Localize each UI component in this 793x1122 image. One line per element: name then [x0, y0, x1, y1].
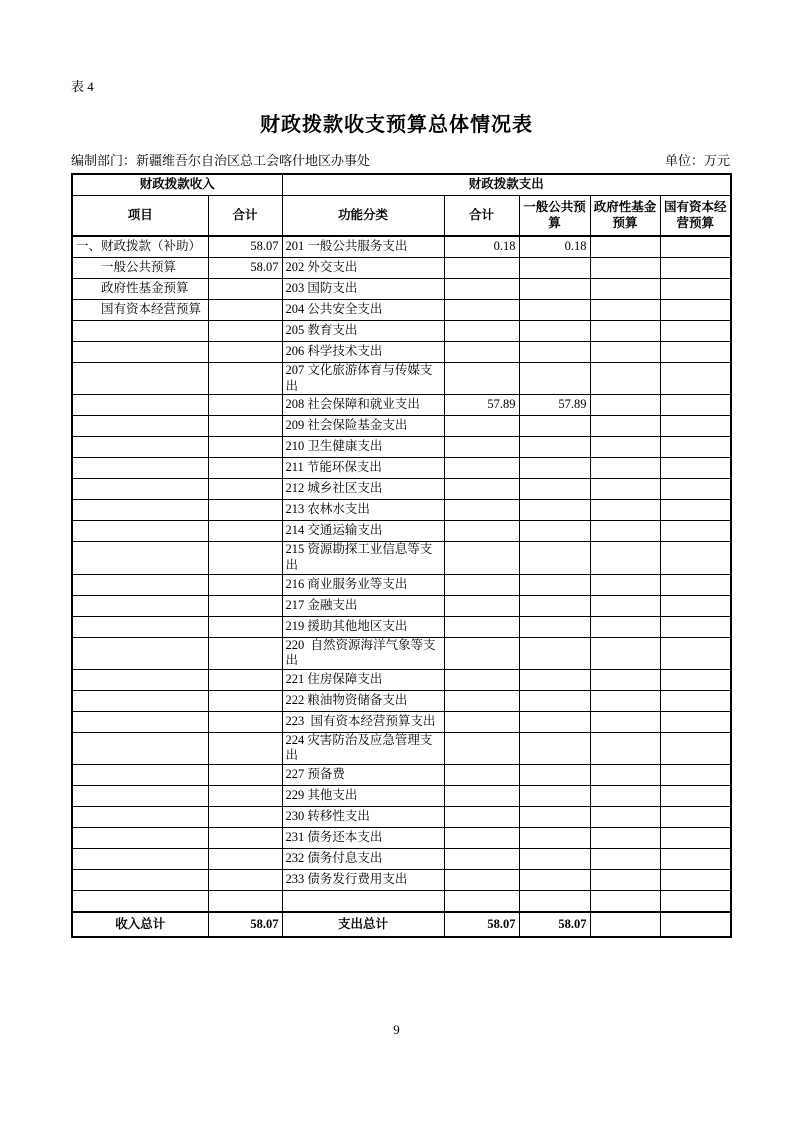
state-capital-budget-cell: [660, 437, 731, 458]
income-item-cell: [72, 765, 208, 786]
state-capital-budget-cell: [660, 542, 731, 574]
gov-fund-budget-cell: [590, 363, 660, 395]
meta-line: [71, 150, 730, 169]
expense-function-cell: 216 商业服务业等支出: [282, 574, 444, 595]
gov-fund-budget-cell: [590, 300, 660, 321]
expense-total-cell: [444, 300, 519, 321]
expense-function-cell: 232 债务付息支出: [282, 849, 444, 870]
general-budget-cell: [519, 828, 590, 849]
income-item-cell: [72, 595, 208, 616]
expense-total-cell: [444, 732, 519, 764]
gov-fund-budget-cell: [590, 458, 660, 479]
state-capital-budget-cell: [660, 690, 731, 711]
general-budget-cell: [519, 363, 590, 395]
income-item-cell: [72, 416, 208, 437]
general-budget-cell: [519, 437, 590, 458]
expense-total-cell: [444, 637, 519, 669]
general-budget-cell: [519, 300, 590, 321]
income-item-cell: [72, 437, 208, 458]
income-total-cell: 58.07: [208, 236, 282, 258]
budget-table-row: [72, 458, 731, 479]
general-budget-cell: [519, 521, 590, 542]
income-item-cell: [72, 363, 208, 395]
state-capital-budget-cell: [660, 236, 731, 258]
gov-fund-budget-cell: [590, 279, 660, 300]
gov-fund-budget-cell: [590, 637, 660, 669]
expense-total-cell: [444, 870, 519, 891]
income-item-cell: [72, 891, 208, 913]
expense-total-cell: 57.89: [444, 395, 519, 416]
col-header-income-total: 合计: [208, 196, 282, 237]
income-item-cell: 一般公共预算: [72, 258, 208, 279]
income-item-cell: [72, 342, 208, 363]
gov-fund-budget-cell: [590, 669, 660, 690]
expense-group-header: 财政拨款支出: [282, 174, 731, 196]
general-budget-cell: [519, 416, 590, 437]
budget-table-row: [72, 236, 731, 258]
income-total-cell: [208, 637, 282, 669]
gov-fund-budget-cell: [590, 765, 660, 786]
state-capital-budget-cell: [660, 786, 731, 807]
state-capital-budget-cell: [660, 521, 731, 542]
state-capital-budget-cell: [660, 479, 731, 500]
table-number-label: 表 4: [71, 79, 94, 94]
income-item-cell: [72, 574, 208, 595]
income-total-cell: [208, 458, 282, 479]
income-item-cell: [72, 321, 208, 342]
income-item-cell: [72, 828, 208, 849]
expense-total-cell: [444, 690, 519, 711]
general-budget-grand-total-value: 58.07: [519, 912, 590, 937]
income-total-cell: [208, 395, 282, 416]
budget-table-row: [72, 765, 731, 786]
expense-function-cell: 201 一般公共服务支出: [282, 236, 444, 258]
state-capital-budget-cell: [660, 395, 731, 416]
state-capital-budget-cell: [660, 279, 731, 300]
budget-table-row: [72, 786, 731, 807]
expense-total-cell: [444, 828, 519, 849]
income-item-cell: [72, 458, 208, 479]
gov-fund-budget-cell: [590, 891, 660, 913]
general-budget-cell: [519, 500, 590, 521]
general-budget-cell: [519, 669, 590, 690]
budget-table-row: [72, 807, 731, 828]
income-total-cell: [208, 437, 282, 458]
income-group-header: 财政拨款收入: [72, 174, 282, 196]
state-capital-budget-cell: [660, 363, 731, 395]
budget-table-row: [72, 279, 731, 300]
income-item-cell: [72, 521, 208, 542]
income-total-cell: [208, 870, 282, 891]
income-total-cell: [208, 279, 282, 300]
expense-function-cell: 230 转移性支出: [282, 807, 444, 828]
expense-grand-total-value: 58.07: [444, 912, 519, 937]
expense-function-cell: 219 援助其他地区支出: [282, 616, 444, 637]
budget-table: [71, 173, 732, 938]
gov-fund-budget-cell: [590, 236, 660, 258]
budget-table-row: [72, 395, 731, 416]
expense-function-cell: 227 预备费: [282, 765, 444, 786]
gov-fund-budget-cell: [590, 521, 660, 542]
group-header-row: [72, 174, 731, 196]
general-budget-cell: [519, 849, 590, 870]
income-total-cell: [208, 363, 282, 395]
income-item-cell: [72, 395, 208, 416]
gov-fund-budget-cell: [590, 690, 660, 711]
expense-total-cell: [444, 849, 519, 870]
income-item-cell: 一、财政拨款（补助）: [72, 236, 208, 258]
budget-table-row: [72, 595, 731, 616]
expense-total-cell: [444, 479, 519, 500]
state-capital-grand-total-value: [660, 912, 731, 937]
general-budget-cell: [519, 321, 590, 342]
income-grand-total-value: 58.07: [208, 912, 282, 937]
income-total-cell: [208, 891, 282, 913]
income-item-cell: 政府性基金预算: [72, 279, 208, 300]
gov-fund-budget-cell: [590, 258, 660, 279]
expense-function-cell: 224 灾害防治及应急管理支出: [282, 732, 444, 764]
gov-fund-budget-cell: [590, 807, 660, 828]
expense-total-cell: [444, 279, 519, 300]
expense-function-cell: 221 住房保障支出: [282, 669, 444, 690]
income-total-cell: [208, 807, 282, 828]
expense-function-cell: 231 债务还本支出: [282, 828, 444, 849]
expense-function-cell: 220 自然资源海洋气象等支出: [282, 637, 444, 669]
expense-total-cell: [444, 711, 519, 732]
income-item-cell: [72, 500, 208, 521]
expense-total-cell: [444, 258, 519, 279]
general-budget-cell: [519, 637, 590, 669]
income-item-cell: [72, 690, 208, 711]
budget-table-row: [72, 891, 731, 913]
budget-table-row: [72, 437, 731, 458]
state-capital-budget-cell: [660, 574, 731, 595]
income-total-cell: [208, 669, 282, 690]
income-total-cell: [208, 416, 282, 437]
gov-fund-budget-cell: [590, 542, 660, 574]
budget-table-row: [72, 500, 731, 521]
income-total-cell: [208, 828, 282, 849]
expense-total-cell: [444, 616, 519, 637]
expense-function-cell: 223 国有资本经营预算支出: [282, 711, 444, 732]
general-budget-cell: [519, 458, 590, 479]
expense-function-cell: 205 教育支出: [282, 321, 444, 342]
expense-function-cell: 204 公共安全支出: [282, 300, 444, 321]
expense-function-cell: 233 债务发行费用支出: [282, 870, 444, 891]
income-total-cell: [208, 479, 282, 500]
expense-function-cell: [282, 891, 444, 913]
expense-function-cell: 214 交通运输支出: [282, 521, 444, 542]
income-item-cell: [72, 711, 208, 732]
expense-function-cell: 210 卫生健康支出: [282, 437, 444, 458]
expense-total-cell: [444, 416, 519, 437]
gov-fund-budget-cell: [590, 616, 660, 637]
income-total-cell: [208, 342, 282, 363]
expense-function-cell: 229 其他支出: [282, 786, 444, 807]
budget-table-row: [72, 637, 731, 669]
income-total-cell: [208, 542, 282, 574]
budget-table-row: [72, 690, 731, 711]
income-total-cell: [208, 574, 282, 595]
income-total-cell: [208, 765, 282, 786]
income-item-cell: [72, 849, 208, 870]
general-budget-cell: [519, 574, 590, 595]
col-header-state-capital: 国有资本经营预算: [660, 196, 731, 237]
state-capital-budget-cell: [660, 300, 731, 321]
budget-table-row: [72, 828, 731, 849]
budget-table-row: [72, 711, 731, 732]
state-capital-budget-cell: [660, 416, 731, 437]
general-budget-cell: 0.18: [519, 236, 590, 258]
col-header-project: 项目: [72, 196, 208, 237]
unit-label: 单位：万元: [664, 153, 730, 168]
expense-total-cell: [444, 458, 519, 479]
income-total-cell: [208, 300, 282, 321]
gov-fund-budget-cell: [590, 595, 660, 616]
state-capital-budget-cell: [660, 870, 731, 891]
gov-fund-budget-cell: [590, 395, 660, 416]
income-grand-total-label: 收入总计: [72, 912, 208, 937]
expense-total-cell: [444, 765, 519, 786]
budget-table-row: [72, 732, 731, 764]
general-budget-cell: [519, 279, 590, 300]
income-item-cell: [72, 870, 208, 891]
general-budget-cell: [519, 542, 590, 574]
income-item-cell: [72, 637, 208, 669]
state-capital-budget-cell: [660, 807, 731, 828]
prepared-by-label: 编制部门：新疆维吾尔自治区总工会喀什地区办事处: [71, 153, 371, 168]
expense-function-cell: 213 农林水支出: [282, 500, 444, 521]
state-capital-budget-cell: [660, 732, 731, 764]
state-capital-budget-cell: [660, 595, 731, 616]
gov-fund-budget-cell: [590, 500, 660, 521]
column-header-row: [72, 196, 731, 237]
expense-total-cell: [444, 521, 519, 542]
expense-total-cell: [444, 786, 519, 807]
income-total-cell: [208, 595, 282, 616]
budget-table-row: [72, 300, 731, 321]
expense-total-cell: [444, 574, 519, 595]
expense-total-cell: [444, 542, 519, 574]
gov-fund-grand-total-value: [590, 912, 660, 937]
expense-total-cell: [444, 321, 519, 342]
expense-function-cell: 209 社会保险基金支出: [282, 416, 444, 437]
state-capital-budget-cell: [660, 321, 731, 342]
budget-table-row: [72, 616, 731, 637]
budget-table-row: [72, 574, 731, 595]
expense-function-cell: 212 城乡社区支出: [282, 479, 444, 500]
expense-total-cell: [444, 437, 519, 458]
income-total-cell: [208, 732, 282, 764]
general-budget-cell: [519, 786, 590, 807]
expense-total-cell: [444, 595, 519, 616]
col-header-general-budget: 一般公共预算: [519, 196, 590, 237]
col-header-function: 功能分类: [282, 196, 444, 237]
state-capital-budget-cell: [660, 849, 731, 870]
budget-table-row: [72, 363, 731, 395]
income-item-cell: [72, 479, 208, 500]
expense-total-cell: [444, 807, 519, 828]
state-capital-budget-cell: [660, 828, 731, 849]
income-item-cell: 国有资本经营预算: [72, 300, 208, 321]
general-budget-cell: [519, 690, 590, 711]
page-title: 财政拨款收支预算总体情况表: [260, 114, 533, 136]
state-capital-budget-cell: [660, 258, 731, 279]
state-capital-budget-cell: [660, 500, 731, 521]
state-capital-budget-cell: [660, 891, 731, 913]
income-total-cell: [208, 321, 282, 342]
gov-fund-budget-cell: [590, 732, 660, 764]
expense-function-cell: 203 国防支出: [282, 279, 444, 300]
general-budget-cell: [519, 765, 590, 786]
state-capital-budget-cell: [660, 765, 731, 786]
gov-fund-budget-cell: [590, 828, 660, 849]
expense-function-cell: 208 社会保障和就业支出: [282, 395, 444, 416]
gov-fund-budget-cell: [590, 786, 660, 807]
gov-fund-budget-cell: [590, 437, 660, 458]
budget-table-row: [72, 849, 731, 870]
state-capital-budget-cell: [660, 711, 731, 732]
income-item-cell: [72, 807, 208, 828]
income-item-cell: [72, 542, 208, 574]
general-budget-cell: [519, 616, 590, 637]
expense-total-cell: [444, 669, 519, 690]
general-budget-cell: 57.89: [519, 395, 590, 416]
col-header-expense-total: 合计: [444, 196, 519, 237]
state-capital-budget-cell: [660, 458, 731, 479]
budget-table-row: [72, 416, 731, 437]
gov-fund-budget-cell: [590, 870, 660, 891]
income-total-cell: [208, 521, 282, 542]
general-budget-cell: [519, 479, 590, 500]
expense-function-cell: 217 金融支出: [282, 595, 444, 616]
expense-total-cell: [444, 342, 519, 363]
expense-total-cell: [444, 891, 519, 913]
state-capital-budget-cell: [660, 669, 731, 690]
income-item-cell: [72, 732, 208, 764]
income-total-cell: [208, 849, 282, 870]
budget-table-row: [72, 669, 731, 690]
state-capital-budget-cell: [660, 637, 731, 669]
income-total-cell: [208, 616, 282, 637]
general-budget-cell: [519, 891, 590, 913]
general-budget-cell: [519, 807, 590, 828]
state-capital-budget-cell: [660, 616, 731, 637]
gov-fund-budget-cell: [590, 574, 660, 595]
budget-table-row: [72, 542, 731, 574]
expense-function-cell: 207 文化旅游体育与传媒支出: [282, 363, 444, 395]
income-total-cell: [208, 690, 282, 711]
general-budget-cell: [519, 732, 590, 764]
expense-function-cell: 222 粮油物资储备支出: [282, 690, 444, 711]
budget-table-row: [72, 479, 731, 500]
income-total-cell: [208, 500, 282, 521]
gov-fund-budget-cell: [590, 321, 660, 342]
gov-fund-budget-cell: [590, 342, 660, 363]
budget-table-row: [72, 321, 731, 342]
income-total-cell: [208, 711, 282, 732]
general-budget-cell: [519, 711, 590, 732]
page-number: 9: [393, 1022, 400, 1037]
budget-table-row: [72, 342, 731, 363]
expense-total-cell: [444, 363, 519, 395]
income-item-cell: [72, 669, 208, 690]
general-budget-cell: [519, 595, 590, 616]
general-budget-cell: [519, 870, 590, 891]
income-item-cell: [72, 786, 208, 807]
gov-fund-budget-cell: [590, 479, 660, 500]
budget-table-row: [72, 258, 731, 279]
col-header-gov-fund: 政府性基金预算: [590, 196, 660, 237]
expense-function-cell: 215 资源勘探工业信息等支出: [282, 542, 444, 574]
income-item-cell: [72, 616, 208, 637]
general-budget-cell: [519, 258, 590, 279]
general-budget-cell: [519, 342, 590, 363]
gov-fund-budget-cell: [590, 711, 660, 732]
expense-function-cell: 206 科学技术支出: [282, 342, 444, 363]
expense-grand-total-label: 支出总计: [282, 912, 444, 937]
expense-function-cell: 202 外交支出: [282, 258, 444, 279]
expense-total-cell: 0.18: [444, 236, 519, 258]
total-row: [72, 912, 731, 937]
state-capital-budget-cell: [660, 342, 731, 363]
gov-fund-budget-cell: [590, 849, 660, 870]
expense-function-cell: 211 节能环保支出: [282, 458, 444, 479]
expense-total-cell: [444, 500, 519, 521]
income-total-cell: 58.07: [208, 258, 282, 279]
income-total-cell: [208, 786, 282, 807]
gov-fund-budget-cell: [590, 416, 660, 437]
budget-table-row: [72, 870, 731, 891]
budget-table-row: [72, 521, 731, 542]
